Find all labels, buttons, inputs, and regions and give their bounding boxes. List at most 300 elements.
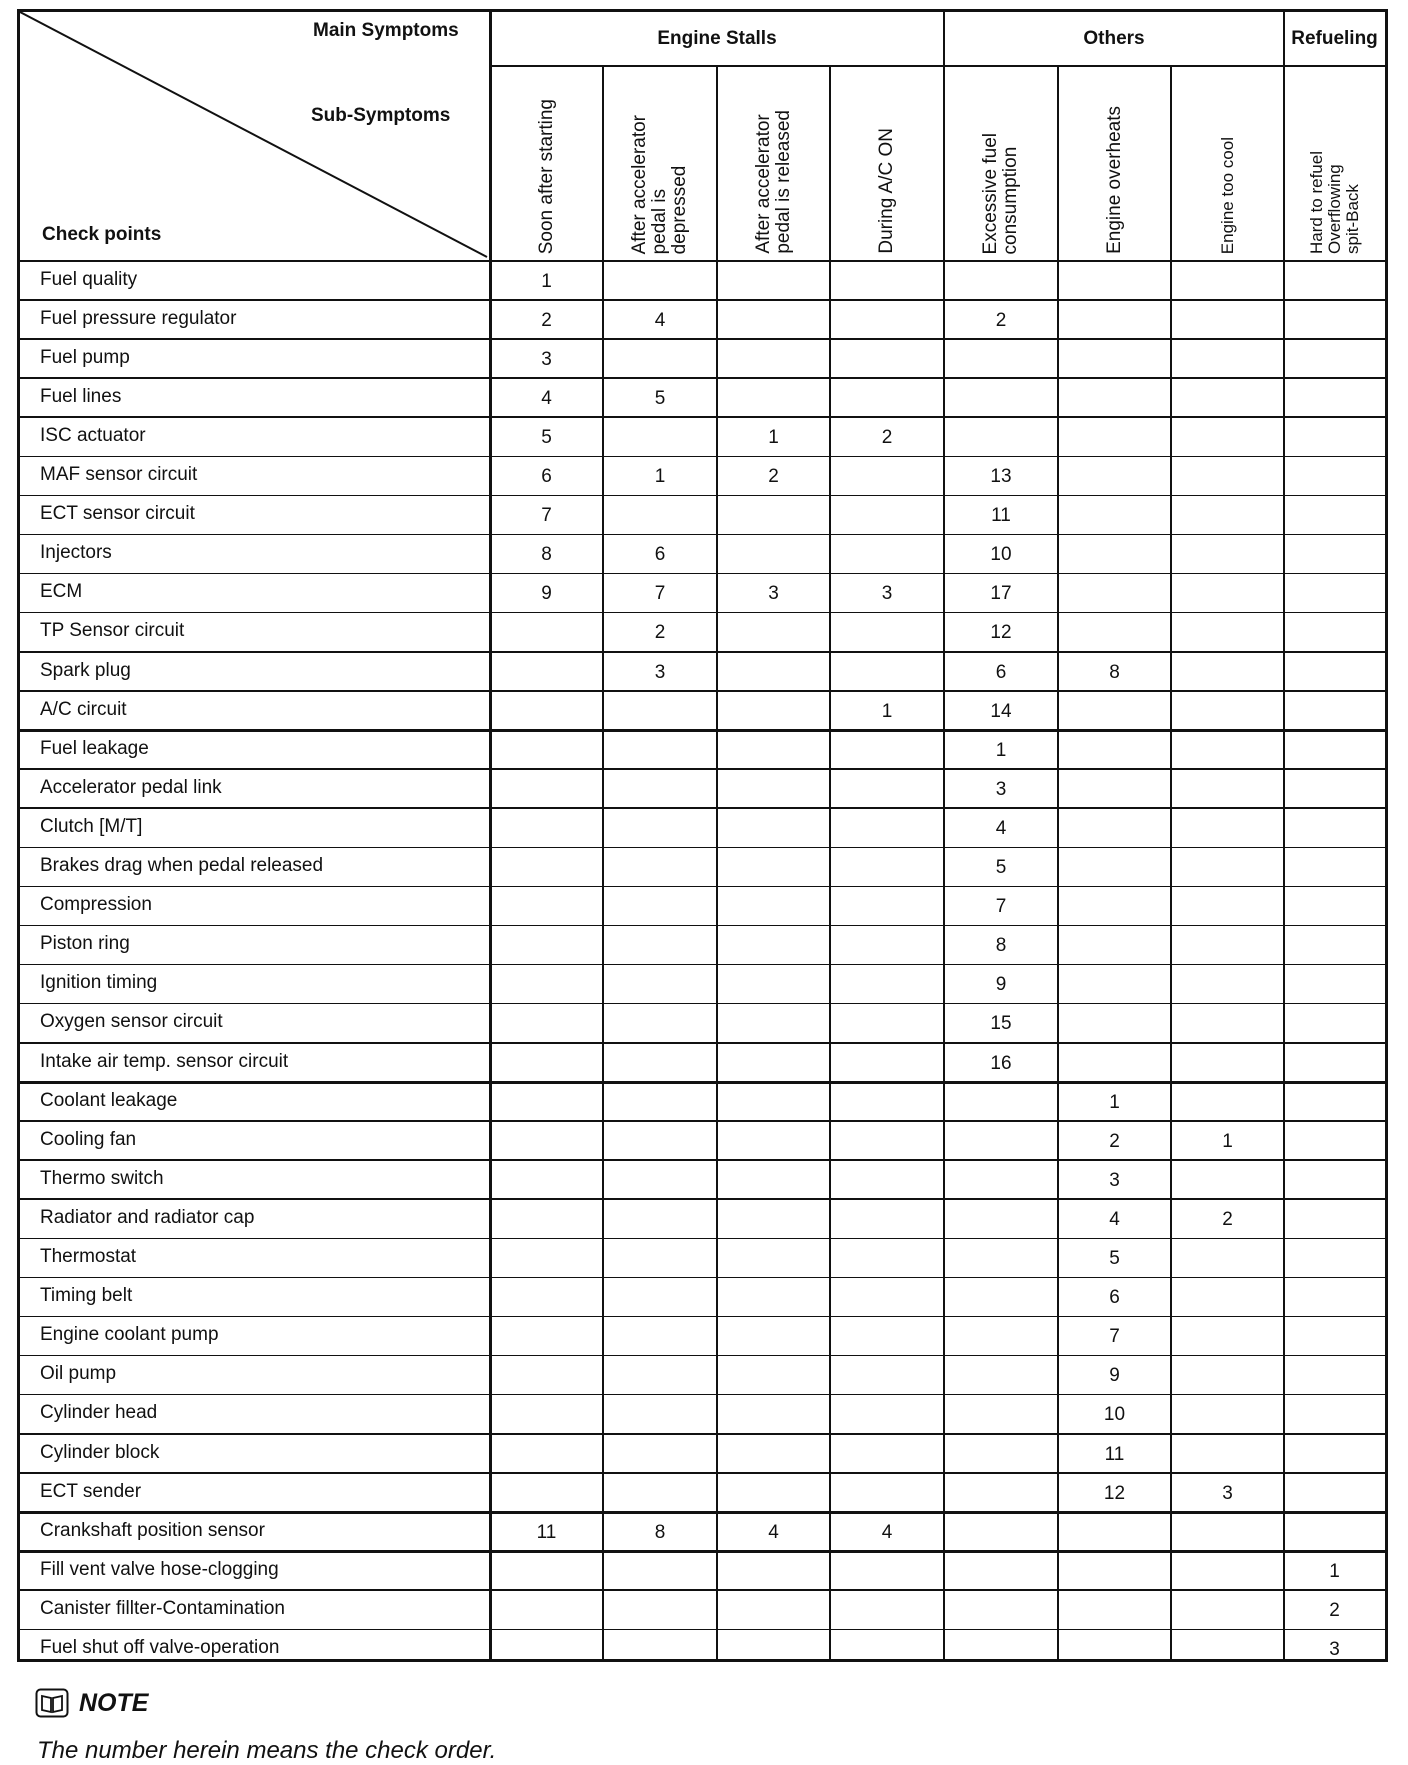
check-point-label: Fuel quality xyxy=(40,268,138,290)
check-order-cell: 2 xyxy=(1329,1599,1340,1621)
check-order-cell xyxy=(1171,1240,1284,1279)
check-order-cell: 4 xyxy=(654,309,666,331)
note-header xyxy=(35,1688,148,1718)
sub-symptom-header xyxy=(490,69,603,254)
check-point-label: Radiator and radiator cap xyxy=(40,1206,255,1228)
check-order-cell xyxy=(1171,653,1284,692)
check-order-cell: 7 xyxy=(541,505,552,527)
check-order-cell xyxy=(1284,575,1385,614)
check-order-cell xyxy=(1284,536,1385,575)
check-order-cell xyxy=(1058,262,1171,301)
check-order-cell xyxy=(1284,849,1385,888)
sub-symptom-label: Engine too cool xyxy=(1217,136,1237,254)
sub-symptom-header xyxy=(717,69,830,254)
check-order-cell xyxy=(1171,966,1284,1005)
check-order-cell xyxy=(603,966,717,1005)
check-order-cell: 16 xyxy=(990,1052,1012,1074)
check-order-cell xyxy=(490,927,603,966)
check-order-cell xyxy=(944,418,1058,457)
check-order-cell xyxy=(603,1044,717,1083)
check-point-label: Coolant leakage xyxy=(40,1089,178,1111)
check-order-cell: 2 xyxy=(541,309,552,331)
check-order-cell xyxy=(1058,692,1171,731)
check-order-cell xyxy=(717,1044,830,1083)
check-point-label: Compression xyxy=(40,894,152,916)
check-order-cell xyxy=(1284,1083,1385,1122)
check-order-cell xyxy=(944,1083,1058,1122)
check-order-cell xyxy=(717,262,830,301)
check-order-cell xyxy=(603,849,717,888)
check-order-cell xyxy=(1284,1240,1385,1279)
check-order-cell xyxy=(490,1318,603,1357)
check-order-cell xyxy=(490,1044,603,1083)
column-rule xyxy=(1283,12,1285,1659)
check-order-cell xyxy=(1058,1513,1171,1552)
note-title: NOTE xyxy=(79,1688,149,1717)
check-order-cell xyxy=(1171,770,1284,809)
check-order-cell xyxy=(603,1122,717,1161)
check-point-label: Cylinder head xyxy=(40,1402,158,1424)
check-order-cell xyxy=(490,1396,603,1435)
check-order-cell: 3 xyxy=(541,348,552,370)
check-order-cell: 2 xyxy=(1222,1208,1233,1230)
check-order-cell: 5 xyxy=(995,857,1007,879)
check-order-cell xyxy=(717,770,830,809)
check-point-label: Cooling fan xyxy=(40,1128,137,1150)
check-order-cell xyxy=(603,1474,717,1513)
check-order-cell xyxy=(490,770,603,809)
check-order-cell xyxy=(490,849,603,888)
check-order-cell xyxy=(1171,575,1284,614)
column-rule xyxy=(829,65,831,1659)
check-point-label: Fuel lines xyxy=(40,385,122,407)
check-point-label: A/C circuit xyxy=(40,698,127,720)
check-order-cell xyxy=(490,966,603,1005)
check-order-cell xyxy=(1058,966,1171,1005)
check-order-cell xyxy=(603,1318,717,1357)
check-order-cell xyxy=(1058,301,1171,340)
check-order-cell xyxy=(717,809,830,848)
check-order-cell: 3 xyxy=(654,661,666,683)
check-order-cell xyxy=(830,1122,944,1161)
check-order-cell xyxy=(1058,458,1171,497)
check-order-cell xyxy=(717,692,830,731)
check-order-cell xyxy=(1284,458,1385,497)
check-order-cell xyxy=(717,888,830,927)
check-order-cell xyxy=(603,1631,717,1670)
check-order-cell xyxy=(1058,927,1171,966)
check-order-cell: 7 xyxy=(654,583,666,605)
check-order-cell xyxy=(1058,888,1171,927)
sub-symptom-label: Engine overheats xyxy=(1103,106,1125,254)
check-order-cell: 8 xyxy=(1109,661,1120,683)
check-order-cell xyxy=(490,1279,603,1318)
check-order-cell xyxy=(1171,497,1284,536)
check-order-cell xyxy=(603,1435,717,1474)
check-point-label: Ignition timing xyxy=(40,972,158,994)
check-order-cell xyxy=(603,262,717,301)
check-order-cell: 3 xyxy=(995,778,1007,800)
check-order-cell xyxy=(1171,888,1284,927)
check-order-cell xyxy=(830,1435,944,1474)
check-order-cell xyxy=(1284,418,1385,457)
check-order-cell xyxy=(944,1122,1058,1161)
check-order-cell xyxy=(603,340,717,379)
check-order-cell xyxy=(490,809,603,848)
check-order-cell xyxy=(1284,497,1385,536)
check-order-cell: 3 xyxy=(1329,1639,1340,1661)
check-order-cell xyxy=(944,1552,1058,1591)
check-order-cell: 1 xyxy=(1109,1091,1120,1113)
check-order-cell: 4 xyxy=(541,387,552,409)
check-point-label: ECT sensor circuit xyxy=(40,503,195,525)
check-order-cell xyxy=(490,1631,603,1670)
check-order-cell xyxy=(717,1474,830,1513)
check-order-cell xyxy=(1284,614,1385,653)
check-order-cell xyxy=(717,536,830,575)
check-order-cell xyxy=(1171,849,1284,888)
check-order-cell: 5 xyxy=(654,387,666,409)
check-order-cell: 9 xyxy=(995,974,1007,996)
check-order-cell xyxy=(1058,1631,1171,1670)
check-order-cell xyxy=(830,262,944,301)
check-order-cell xyxy=(717,379,830,418)
check-order-cell xyxy=(830,731,944,770)
sub-symptom-header xyxy=(603,69,717,254)
check-order-cell xyxy=(1171,1591,1284,1630)
check-order-cell xyxy=(1058,1552,1171,1591)
check-order-cell: 17 xyxy=(990,583,1012,605)
check-order-cell xyxy=(1284,770,1385,809)
check-order-cell xyxy=(944,1357,1058,1396)
check-point-label: ECT sender xyxy=(40,1480,142,1502)
check-order-cell xyxy=(490,1200,603,1239)
check-point-label: Thermo switch xyxy=(40,1167,164,1189)
check-order-cell xyxy=(490,1591,603,1630)
check-order-cell xyxy=(717,1631,830,1670)
check-point-label: Oil pump xyxy=(40,1363,117,1385)
check-order-cell xyxy=(1171,927,1284,966)
check-order-cell xyxy=(603,1591,717,1630)
check-order-cell xyxy=(1284,301,1385,340)
check-order-cell xyxy=(1284,1161,1385,1200)
check-order-cell xyxy=(603,927,717,966)
check-order-cell xyxy=(1058,1005,1171,1044)
check-order-cell xyxy=(944,1161,1058,1200)
check-order-cell xyxy=(830,1631,944,1670)
check-order-cell xyxy=(717,1357,830,1396)
check-order-cell xyxy=(1171,809,1284,848)
check-order-cell xyxy=(830,614,944,653)
check-order-cell xyxy=(490,1552,603,1591)
sub-symptom-header xyxy=(1058,69,1171,254)
check-point-label: Fuel leakage xyxy=(40,737,149,759)
check-order-cell: 12 xyxy=(990,622,1012,644)
check-order-cell: 13 xyxy=(990,466,1012,488)
check-order-cell xyxy=(944,1435,1058,1474)
check-order-cell xyxy=(1171,1435,1284,1474)
check-order-cell xyxy=(1058,770,1171,809)
column-rule xyxy=(943,12,945,1659)
check-order-cell xyxy=(1284,340,1385,379)
check-order-cell: 2 xyxy=(768,466,779,488)
check-order-cell xyxy=(490,1474,603,1513)
check-order-cell: 5 xyxy=(541,426,552,448)
check-order-cell xyxy=(490,731,603,770)
check-order-cell xyxy=(1284,888,1385,927)
check-point-label: Fuel pump xyxy=(40,346,130,368)
check-order-cell: 8 xyxy=(995,935,1007,957)
check-order-cell xyxy=(830,1044,944,1083)
check-order-cell xyxy=(1284,1044,1385,1083)
check-order-cell: 1 xyxy=(768,426,779,448)
check-order-cell xyxy=(944,1591,1058,1630)
check-point-label: ISC actuator xyxy=(40,424,146,446)
check-order-cell xyxy=(1058,497,1171,536)
sub-symptom-label: Hard to refuel Overflowing spit-Back xyxy=(1306,151,1362,254)
check-order-cell xyxy=(1171,379,1284,418)
check-order-cell xyxy=(603,731,717,770)
check-order-cell xyxy=(1171,1005,1284,1044)
check-order-cell: 2 xyxy=(881,426,893,448)
check-order-cell: 10 xyxy=(1103,1404,1126,1426)
check-point-label: Piston ring xyxy=(40,933,130,955)
check-order-cell xyxy=(830,653,944,692)
check-order-cell xyxy=(1284,927,1385,966)
check-order-cell: 14 xyxy=(990,700,1012,722)
check-order-cell xyxy=(1058,575,1171,614)
check-order-cell xyxy=(1284,1357,1385,1396)
check-order-cell: 1 xyxy=(1329,1560,1340,1582)
check-order-cell xyxy=(1171,1357,1284,1396)
check-order-cell xyxy=(1171,1279,1284,1318)
check-order-cell xyxy=(830,497,944,536)
check-order-cell: 4 xyxy=(995,817,1007,839)
check-order-cell xyxy=(603,770,717,809)
check-order-cell xyxy=(1058,614,1171,653)
main-symptoms-label: Main Symptoms xyxy=(313,20,459,41)
check-order-cell xyxy=(490,1240,603,1279)
sub-symptom-label: Excessive fuel consumption xyxy=(980,132,1021,254)
check-order-cell xyxy=(944,1240,1058,1279)
check-order-cell xyxy=(1284,1435,1385,1474)
check-point-label: Fuel shut off valve-operation xyxy=(40,1637,280,1659)
check-order-cell xyxy=(1284,1279,1385,1318)
check-order-cell xyxy=(717,849,830,888)
check-order-cell xyxy=(1171,1631,1284,1670)
check-order-cell xyxy=(603,888,717,927)
check-order-cell xyxy=(944,1474,1058,1513)
check-order-cell xyxy=(944,1279,1058,1318)
check-order-cell xyxy=(1171,262,1284,301)
check-order-cell xyxy=(717,340,830,379)
check-point-label: Crankshaft position sensor xyxy=(40,1519,265,1541)
check-order-cell xyxy=(1171,692,1284,731)
check-order-cell xyxy=(717,1200,830,1239)
check-order-cell xyxy=(944,1200,1058,1239)
check-order-cell: 7 xyxy=(1109,1326,1120,1348)
check-order-cell: 3 xyxy=(1222,1482,1233,1504)
check-order-cell: 6 xyxy=(995,661,1007,683)
check-order-cell: 15 xyxy=(990,1013,1012,1035)
check-order-cell xyxy=(830,1240,944,1279)
check-order-cell xyxy=(1284,731,1385,770)
check-order-cell xyxy=(1058,731,1171,770)
check-order-cell xyxy=(830,379,944,418)
check-order-cell xyxy=(717,966,830,1005)
sub-symptom-header xyxy=(944,69,1058,254)
group-header-refueling: Refueling xyxy=(1291,27,1378,49)
check-order-cell xyxy=(1284,1318,1385,1357)
check-order-cell xyxy=(1284,1122,1385,1161)
check-order-cell xyxy=(717,1161,830,1200)
check-order-cell xyxy=(830,536,944,575)
check-point-label: Timing belt xyxy=(40,1285,133,1307)
check-order-cell xyxy=(830,1005,944,1044)
check-order-cell xyxy=(830,888,944,927)
check-order-cell xyxy=(830,770,944,809)
check-points-table xyxy=(17,9,1388,1662)
check-order-cell: 1 xyxy=(1222,1130,1233,1152)
check-point-label: Fuel pressure regulator xyxy=(40,307,237,329)
check-order-cell xyxy=(830,1200,944,1239)
check-order-cell xyxy=(717,301,830,340)
check-point-label: Fill vent valve hose-clogging xyxy=(40,1558,279,1580)
check-order-cell xyxy=(717,1122,830,1161)
check-order-cell: 6 xyxy=(654,544,666,566)
check-order-cell xyxy=(944,262,1058,301)
check-point-label: ECM xyxy=(40,581,83,603)
check-order-cell xyxy=(1284,1396,1385,1435)
check-order-cell xyxy=(1284,653,1385,692)
check-order-cell xyxy=(1171,1318,1284,1357)
check-order-cell xyxy=(603,1083,717,1122)
check-order-cell xyxy=(603,1240,717,1279)
check-order-cell xyxy=(830,301,944,340)
check-order-cell xyxy=(717,1005,830,1044)
check-order-cell: 4 xyxy=(881,1521,893,1543)
check-order-cell: 3 xyxy=(1109,1169,1120,1191)
check-order-cell xyxy=(944,1513,1058,1552)
check-order-cell xyxy=(717,614,830,653)
check-order-cell xyxy=(603,1005,717,1044)
check-order-cell xyxy=(1171,1083,1284,1122)
check-order-cell xyxy=(1171,1513,1284,1552)
column-rule xyxy=(489,12,492,1659)
sub-symptom-label: Soon after starting xyxy=(535,98,557,254)
check-order-cell xyxy=(830,1357,944,1396)
sub-symptom-header xyxy=(830,69,944,254)
check-order-cell: 1 xyxy=(881,700,893,722)
check-order-cell xyxy=(830,1279,944,1318)
check-order-cell xyxy=(830,1318,944,1357)
check-order-cell xyxy=(830,809,944,848)
check-order-cell xyxy=(1058,379,1171,418)
check-order-cell xyxy=(1171,1396,1284,1435)
check-order-cell xyxy=(490,1435,603,1474)
check-order-cell xyxy=(1284,692,1385,731)
check-order-cell xyxy=(1284,262,1385,301)
check-order-cell xyxy=(830,966,944,1005)
check-order-cell: 3 xyxy=(768,583,779,605)
check-order-cell xyxy=(1171,1161,1284,1200)
book-icon xyxy=(35,1688,69,1718)
check-order-cell xyxy=(717,731,830,770)
check-order-cell xyxy=(944,1631,1058,1670)
check-order-cell xyxy=(717,1552,830,1591)
check-order-cell xyxy=(1171,301,1284,340)
check-order-cell: 6 xyxy=(541,466,552,488)
check-order-cell xyxy=(603,1200,717,1239)
check-order-cell xyxy=(830,458,944,497)
check-order-cell xyxy=(830,1396,944,1435)
column-rule xyxy=(602,65,604,1659)
check-order-cell xyxy=(944,1318,1058,1357)
check-order-cell: 8 xyxy=(541,544,552,566)
check-order-cell xyxy=(1284,1005,1385,1044)
check-order-cell xyxy=(603,692,717,731)
check-order-cell xyxy=(490,1122,603,1161)
check-order-cell xyxy=(944,340,1058,379)
main-header-rule xyxy=(490,65,1385,67)
check-order-cell xyxy=(1058,1591,1171,1630)
check-order-cell xyxy=(1284,1513,1385,1552)
check-order-cell xyxy=(944,379,1058,418)
check-order-cell xyxy=(603,809,717,848)
check-order-cell xyxy=(830,1552,944,1591)
check-order-cell xyxy=(603,497,717,536)
check-order-cell xyxy=(944,1396,1058,1435)
sub-symptom-label: After accelerator pedal is released xyxy=(752,110,794,254)
check-point-label: Engine coolant pump xyxy=(40,1324,219,1346)
check-order-cell xyxy=(717,1435,830,1474)
check-point-label: Canister fillter-Contamination xyxy=(40,1597,285,1619)
check-order-cell xyxy=(1058,340,1171,379)
sub-symptoms-label: Sub-Symptoms xyxy=(311,105,451,126)
check-order-cell xyxy=(717,927,830,966)
check-point-label: Brakes drag when pedal released xyxy=(40,855,324,877)
check-order-cell xyxy=(1171,614,1284,653)
check-order-cell xyxy=(490,653,603,692)
check-order-cell xyxy=(1171,418,1284,457)
sub-symptom-label: After accelerator pedal is depressed xyxy=(629,114,690,254)
check-order-cell: 2 xyxy=(654,622,666,644)
check-order-cell xyxy=(717,1318,830,1357)
check-order-cell: 4 xyxy=(768,1521,779,1543)
check-order-cell xyxy=(717,497,830,536)
check-point-label: Accelerator pedal link xyxy=(40,776,222,798)
check-order-cell xyxy=(1058,536,1171,575)
check-order-cell: 1 xyxy=(995,739,1007,761)
check-order-cell: 8 xyxy=(654,1521,666,1543)
check-order-cell xyxy=(490,1083,603,1122)
check-order-cell: 12 xyxy=(1103,1482,1126,1504)
check-order-cell xyxy=(603,1357,717,1396)
check-order-cell xyxy=(603,418,717,457)
check-order-cell xyxy=(1171,1044,1284,1083)
check-order-cell xyxy=(1058,809,1171,848)
check-order-cell: 9 xyxy=(541,583,552,605)
check-order-cell xyxy=(490,888,603,927)
check-order-cell xyxy=(1171,458,1284,497)
check-order-cell: 11 xyxy=(991,505,1011,527)
check-order-cell xyxy=(603,1161,717,1200)
sub-symptom-header xyxy=(1284,69,1385,254)
check-order-cell xyxy=(717,653,830,692)
sub-symptom-header xyxy=(1171,69,1284,254)
check-order-cell xyxy=(490,1161,603,1200)
check-order-cell: 10 xyxy=(990,544,1012,566)
